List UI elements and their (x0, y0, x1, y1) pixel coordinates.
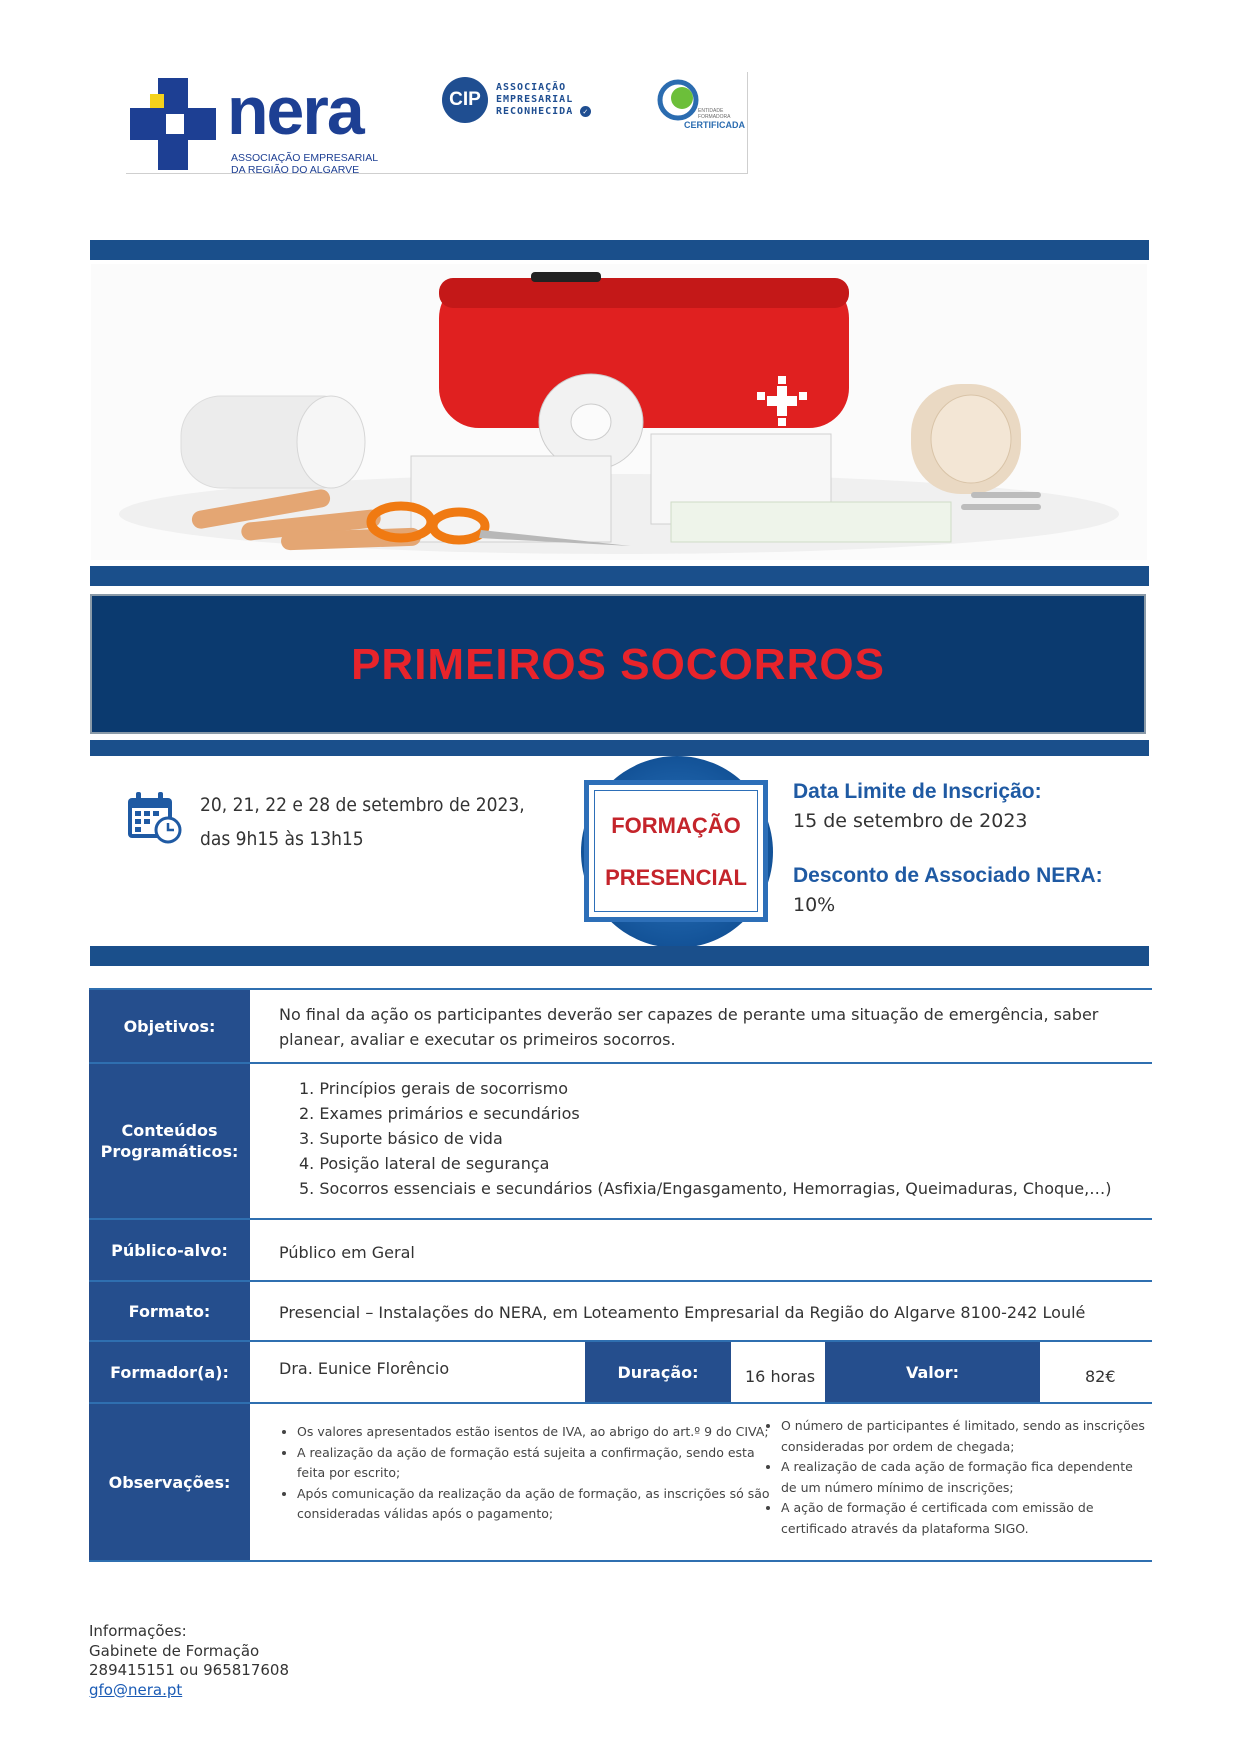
nera-logo-word: nera (227, 73, 363, 149)
top-blue-bar (90, 240, 1149, 260)
duracao-value: 16 horas (745, 1367, 816, 1386)
list-item: 4. Posição lateral de segurança (299, 1154, 550, 1173)
observacoes-left (279, 1422, 779, 1525)
discount-label: Desconto de Associado NERA: (793, 864, 1103, 887)
list-item: • Após comunicação da realização da ação de formação, as inscrições só são consideradas válidas após o pagamento; (297, 1484, 779, 1525)
valor-value: 82€ (1085, 1367, 1116, 1386)
first-aid-kit-image (91, 264, 1147, 560)
course-dates (200, 788, 525, 856)
deadline-label: Data Limite de Inscrição: (793, 780, 1042, 803)
course-hours: das 9h15 às 13h15 (200, 828, 364, 850)
list-item: • A ação de formação é certificada com emissão de certificado através da plataforma SIGO. (781, 1498, 1148, 1539)
observacoes-label: Observações: (89, 1404, 250, 1560)
mid-blue-bar (90, 566, 1149, 586)
format-badge (584, 780, 768, 922)
table-row-observacoes (89, 1402, 1152, 1562)
formato-label: Formato: (89, 1282, 250, 1340)
calendar-clock-icon (126, 790, 182, 844)
header-logos (126, 72, 748, 174)
conteudos-label: Conteúdos Programáticos: (89, 1064, 250, 1218)
contact-email-link[interactable]: gfo@nera.pt (89, 1680, 183, 1699)
formador-label: Formador(a): (89, 1342, 250, 1402)
conteudos-list (299, 1076, 1111, 1201)
formador-value: Dra. Eunice Florêncio (279, 1359, 450, 1378)
list-item: • A realização de cada ação de formação fica dependente de um número mínimo de inscrições; (781, 1457, 1148, 1498)
contact-department: Gabinete de Formação (89, 1641, 260, 1660)
observacoes-right (763, 1416, 1148, 1539)
table-row-formador (89, 1340, 1152, 1402)
objetivos-label: Objetivos: (89, 990, 250, 1062)
title-band (90, 594, 1146, 734)
publico-value: Público em Geral (279, 1243, 415, 1262)
nera-logo-subtitle: ASSOCIAÇÃO EMPRESARIAL DA REGIÃO DO ALGARVE (231, 152, 379, 176)
svg-text:ENTIDADE: ENTIDADE (698, 108, 724, 114)
publico-label: Público-alvo: (89, 1220, 250, 1280)
course-date-range: 20, 21, 22 e 28 de setembro de 2023, (200, 794, 525, 816)
svg-text:CERTIFICADA: CERTIFICADA (684, 120, 745, 130)
info-bottom-bar (90, 946, 1149, 966)
list-item: 3. Suporte básico de vida (299, 1129, 503, 1148)
format-badge-line2: PRESENCIAL (605, 865, 747, 890)
nera-cross-logo (126, 74, 220, 174)
svg-text:FORMADORA: FORMADORA (698, 114, 731, 120)
objetivos-text: No final da ação os participantes deverão ser capazes de perante uma situação de emergência, saber planear, avaliar e executar os primeiros socorros. (279, 1005, 1099, 1049)
contact-heading: Informações: (89, 1622, 187, 1640)
list-item: 1. Princípios gerais de socorrismo (299, 1079, 569, 1098)
cip-logo-text: ASSOCIAÇÃO EMPRESARIAL RECONHECIDA ✓ (496, 82, 591, 118)
list-item: • Os valores apresentados estão isentos de IVA, ao abrigo do art.º 9 do CIVA; (297, 1422, 779, 1443)
course-info-strip (90, 758, 1149, 946)
list-item: • A realização da ação de formação está sujeita a confirmação, sendo esta feita por escrito; (297, 1443, 779, 1484)
discount-value: 10% (793, 894, 836, 916)
list-item: 5. Socorros essenciais e secundários (Asfixia/Engasgamento, Hemorragias, Queimaduras, Choque,…) (299, 1179, 1112, 1198)
contact-info (89, 1622, 289, 1700)
table-row-publico (89, 1218, 1152, 1280)
formato-value: Presencial – Instalações do NERA, em Loteamento Empresarial da Região do Algarve 8100-242 Loulé (279, 1303, 1086, 1322)
valor-label: Valor: (825, 1342, 1040, 1402)
list-item: • O número de participantes é limitado, sendo as inscrições consideradas por ordem de chegada; (781, 1416, 1148, 1457)
list-item: 2. Exames primários e secundários (299, 1104, 580, 1123)
table-row-formato (89, 1280, 1152, 1340)
format-badge-line1: FORMAÇÃO (611, 813, 741, 838)
title-bottom-bar (90, 740, 1149, 756)
table-row-conteudos (89, 1062, 1152, 1218)
deadline-value: 15 de setembro de 2023 (793, 810, 1028, 832)
table-row-objetivos (89, 988, 1152, 1062)
duracao-label: Duração: (585, 1342, 731, 1402)
certified-entity-logo (658, 76, 745, 132)
cip-logo: CIP (442, 77, 488, 123)
course-title: PRIMEIROS SOCORROS (351, 640, 885, 689)
contact-phones: 289415151 ou 965817608 (89, 1661, 290, 1679)
